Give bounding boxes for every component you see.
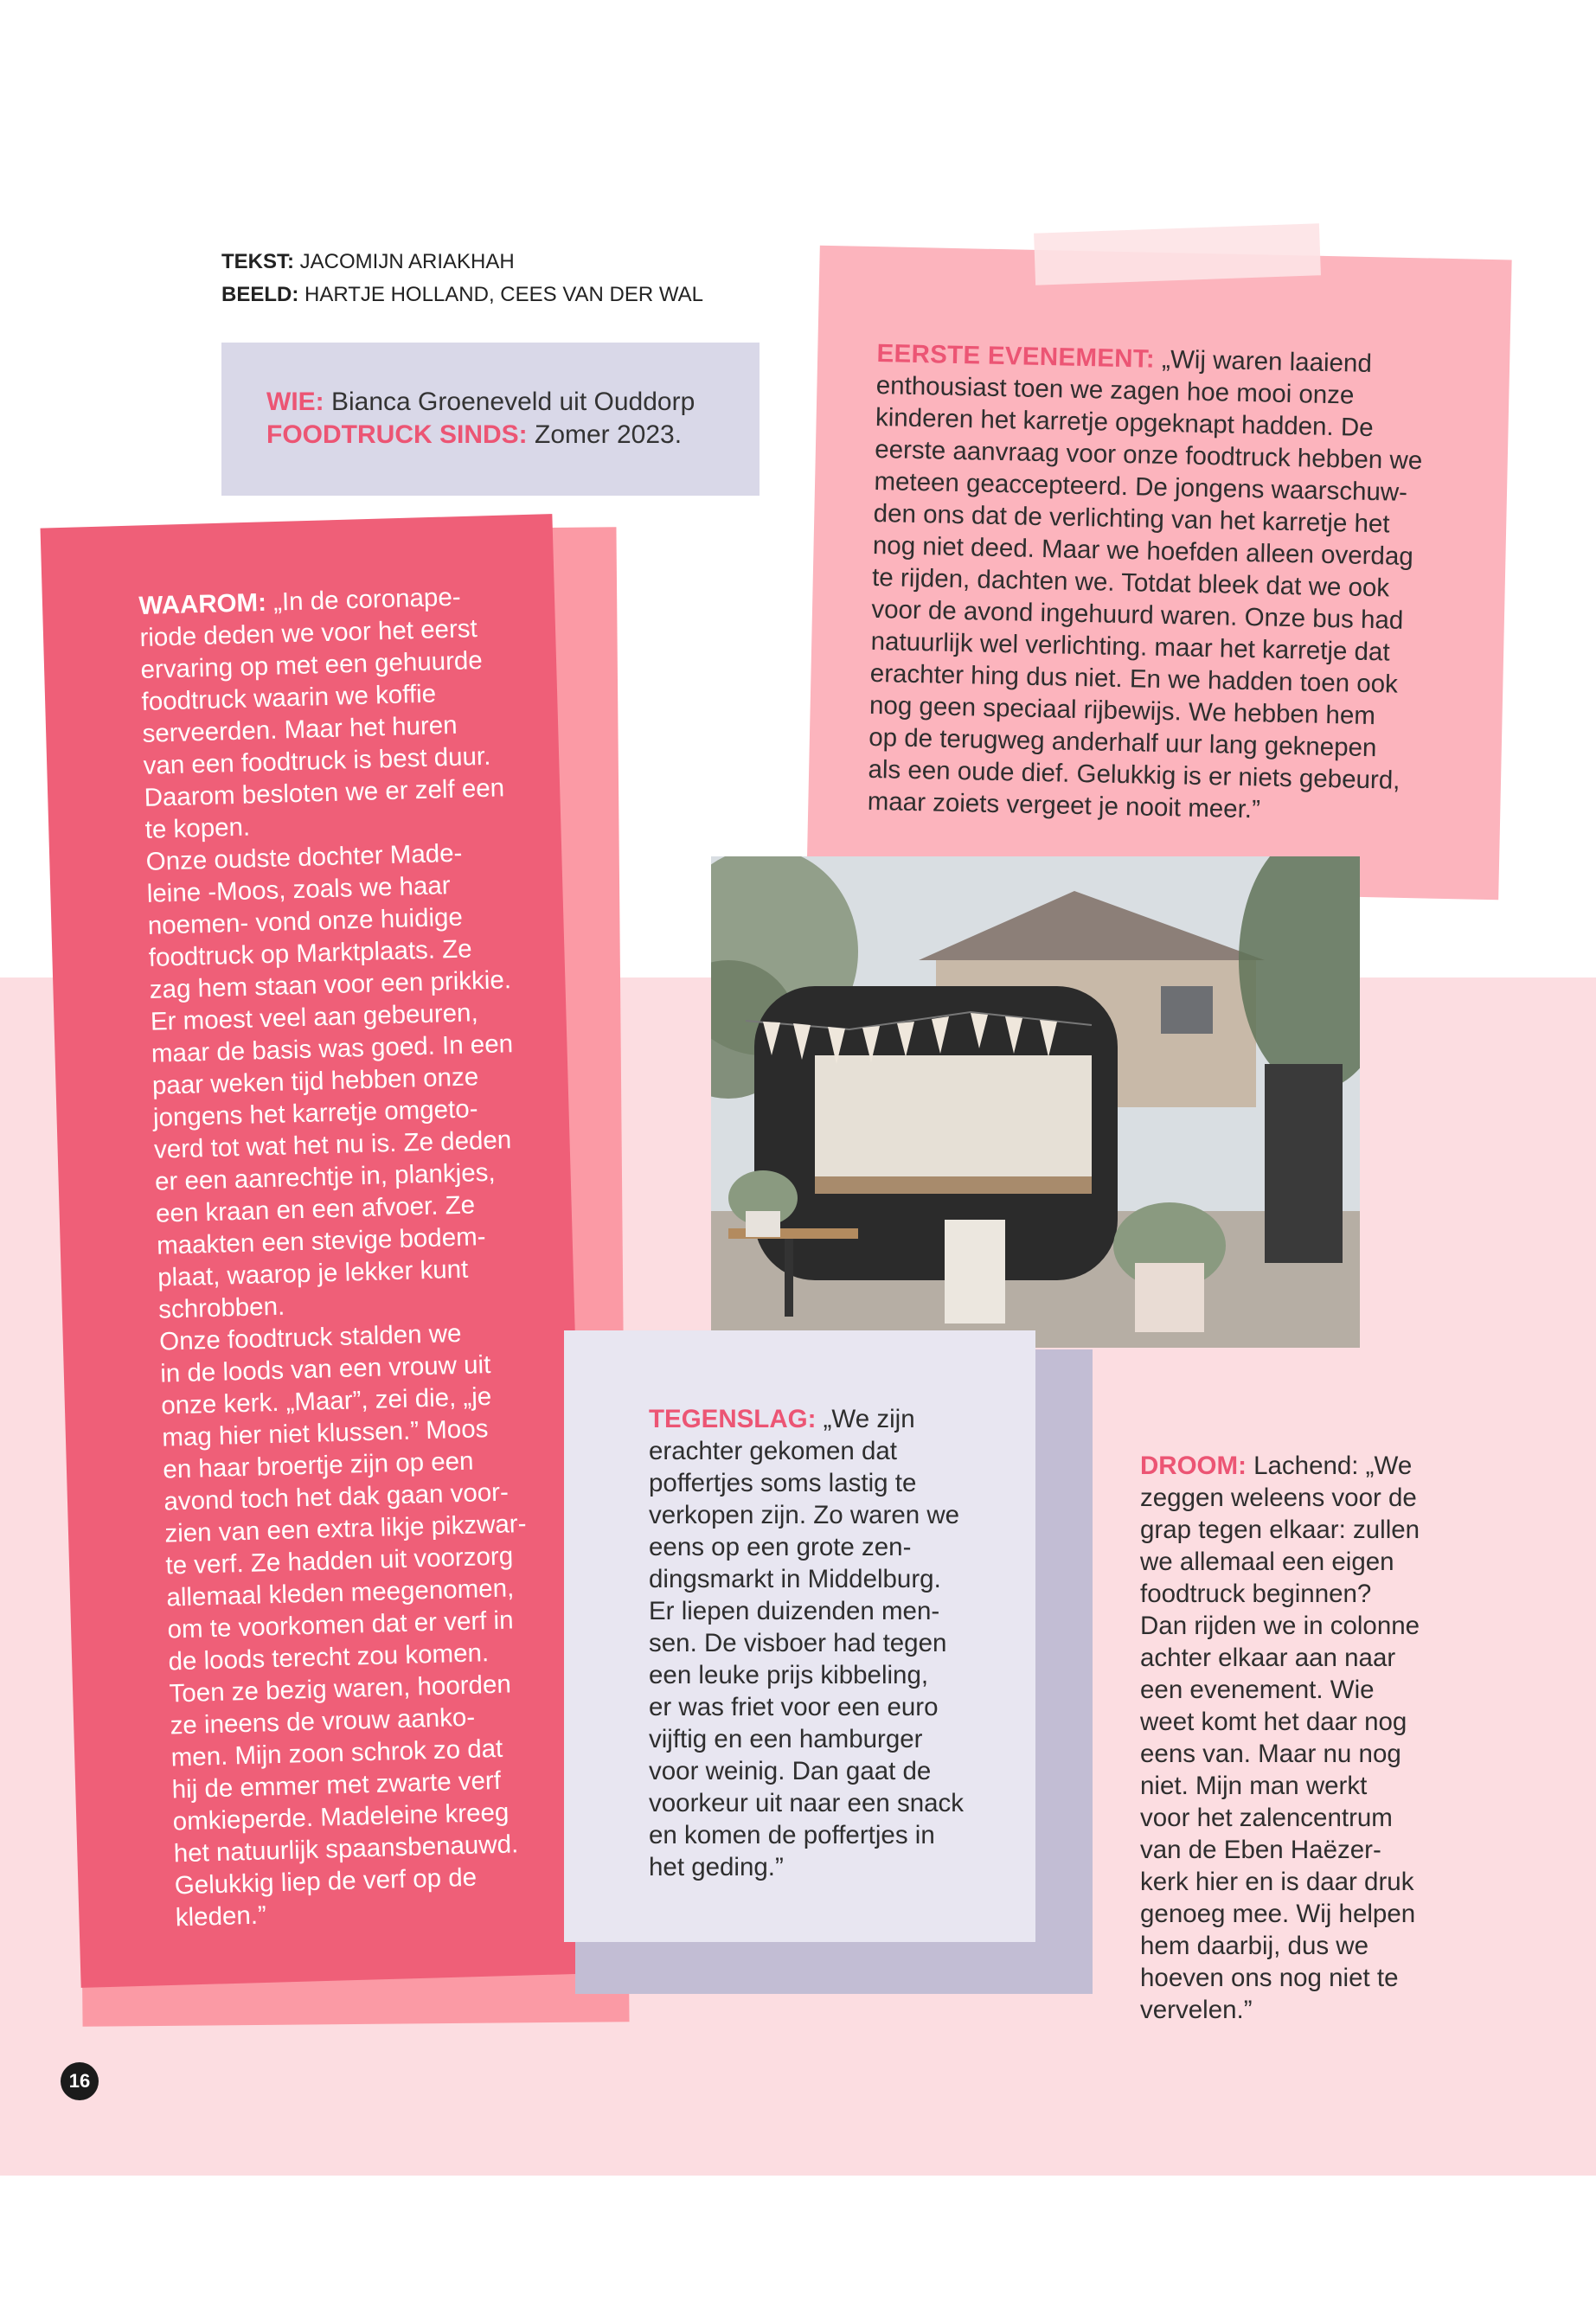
eerste-evenement-text (867, 337, 1447, 830)
text-line: Er moest veel aan gebeuren, (150, 998, 479, 1036)
text-line: zien van een extra likje pikzwar- (164, 1509, 527, 1548)
text-line: hij de emmer met zwarte verf (171, 1766, 502, 1804)
text-line: Daarom besloten we er zelf een (144, 773, 505, 812)
text-line: verkopen zijn. Zo waren we (649, 1501, 960, 1529)
text-line: men. Mijn zoon schrok zo dat (170, 1734, 503, 1772)
text-line: van de Eben Haëzer- (1140, 1836, 1381, 1864)
text-line: te rijden, dachten we. Totdat bleek dat we ook (871, 562, 1390, 603)
text-line: het geding.” (649, 1853, 784, 1881)
waarom-label: WAAROM: (138, 587, 267, 620)
text-line: hem daarbij, dus we (1140, 1932, 1369, 1960)
text-line: ervaring op met een gehuurde (140, 645, 484, 684)
tegenslag-label: TEGENSLAG: (649, 1405, 817, 1433)
text-line: eens van. Maar nu nog (1140, 1740, 1401, 1768)
info-box (221, 343, 760, 496)
text-line: kinderen het karretje opgeknapt hadden. De (875, 402, 1374, 443)
credit-text: TEKST: JACOMIJN ARIAKHAH (221, 250, 515, 273)
text-line: hoeven ons nog niet te (1140, 1964, 1399, 1992)
tegenslag-text (649, 1403, 977, 1883)
text-line: te verf. Ze hadden uit voorzorg (165, 1541, 514, 1580)
text-line: kleden.” (175, 1900, 267, 1932)
text-line: avond toch het dak gaan voor- (163, 1477, 510, 1516)
text-line: erachter gekomen dat (649, 1437, 897, 1465)
text-line: en haar broertje zijn op een (162, 1446, 474, 1484)
text-line: om te voorkomen dat er verf in (167, 1606, 514, 1644)
text-line: foodtruck op Marktplaats. Ze (148, 934, 473, 972)
text-line: Er liepen duizenden men- (649, 1597, 940, 1625)
text-line: een evenement. Wie (1140, 1676, 1375, 1704)
text-line: Toen ze bezig waren, hoorden (169, 1670, 512, 1708)
text-line: allemaal kleden meegenomen, (166, 1574, 515, 1612)
text-line: noemen- vond onze huidige (147, 902, 464, 940)
text-line: foodtruck waarin we koffie (141, 679, 437, 716)
text-line: riode deden we voor het eerst (139, 614, 478, 652)
text-line: dingsmarkt in Middelburg. (649, 1565, 941, 1593)
text-line: ze ineens de vrouw aanko- (170, 1702, 476, 1740)
text-line: eens op een grote zen- (649, 1533, 912, 1561)
text-line: foodtruck beginnen? (1140, 1580, 1372, 1608)
text-line: voor de avond ingehuurd waren. Onze bus had (871, 594, 1404, 635)
text-line: vijftig en een hamburger (649, 1725, 923, 1753)
text-line: nog niet deed. Maar we hoefden alleen overdag (872, 530, 1414, 572)
text-line: verd tot wat het nu is. Ze deden (153, 1125, 512, 1164)
text-line: jongens het karretje omgeto- (152, 1094, 478, 1132)
text-line: nog geen speciaal rijbewijs. We hebben hem (869, 690, 1376, 731)
text-line: Dan rijden we in colonne (1140, 1612, 1420, 1640)
text-line: als een oude dief. Gelukkig is er niets gebeurd, (868, 754, 1401, 795)
text-line: grap tegen elkaar: zullen (1140, 1516, 1420, 1544)
text-line: zeggen weleens voor de (1140, 1484, 1417, 1512)
text-line: te kopen. (144, 812, 251, 844)
text-line: voor het zalencentrum (1140, 1804, 1393, 1832)
text-line: weet komt het daar nog (1140, 1708, 1407, 1736)
sinds-label: FOODTRUCK SINDS: (266, 420, 528, 449)
text-line: vervelen.” (1140, 1996, 1253, 2024)
wie-value: Bianca Groeneveld uit Ouddorp (324, 388, 695, 416)
droom-label: DROOM: (1140, 1452, 1247, 1480)
sinds-value: Zomer 2023. (527, 420, 683, 449)
text-line: Onze oudste dochter Made- (145, 838, 463, 876)
text-line: DROOM: Lachend: „We (1140, 1452, 1413, 1480)
eerste-evenement-label: EERSTE EVENEMENT: (876, 338, 1156, 374)
text-line: eerste aanvraag voor onze foodtruck hebben we (874, 434, 1423, 476)
text-line: genoeg mee. Wij helpen (1140, 1900, 1416, 1928)
text-line: enthousiast toen we zagen hoe mooi onze (875, 370, 1355, 410)
info-text (266, 386, 695, 452)
text-line: achter elkaar aan naar (1140, 1644, 1396, 1672)
text-line: omkieperde. Madeleine kreeg (172, 1798, 510, 1836)
text-line: van een foodtruck is best duur. (143, 741, 491, 780)
text-line: onze kerk. „Maar”, zei die, „je (160, 1381, 492, 1420)
text-line: een kraan en een afvoer. Ze (155, 1190, 476, 1228)
text-line: voor weinig. Dan gaat de (649, 1757, 932, 1785)
text-line: de loods terecht zou komen. (168, 1638, 490, 1676)
text-line: voorkeur uit naar een snack (649, 1789, 965, 1817)
text-line: in de loods van een vrouw uit (159, 1349, 491, 1388)
text-line: erachter hing dus niet. En we hadden toen ook (869, 658, 1399, 699)
text-line: we allemaal een eigen (1140, 1548, 1394, 1576)
text-line: maakten een stevige bodem- (156, 1222, 486, 1260)
text-line: maar de basis was goed. In een (151, 1029, 514, 1068)
text-line: zag hem staan voor een prikkie. (149, 965, 512, 1004)
text-line: EERSTE EVENEMENT: „Wij waren laaiend (876, 338, 1373, 378)
credits (221, 246, 703, 311)
page-number: 16 (61, 2062, 99, 2100)
text-line: poffertjes soms lastig te (649, 1469, 917, 1497)
text-line: maar zoiets vergeet je nooit meer.” (867, 786, 1261, 824)
droom-text (1140, 1450, 1469, 2026)
text-line: plaat, waarop je lekker kunt (157, 1254, 469, 1292)
foodtruck-illustration (711, 856, 1360, 1348)
text-line: het natuurlijk spaansbenauwd. (173, 1830, 519, 1868)
text-line: Onze foodtruck stalden we (158, 1318, 462, 1356)
wie-label: WIE: (266, 388, 324, 416)
text-line: niet. Mijn man werkt (1140, 1772, 1368, 1800)
tape-decoration (1034, 223, 1321, 285)
text-line: op de terugweg anderhalf uur lang geknepen (868, 722, 1377, 763)
text-line: en komen de poffertjes in (649, 1821, 935, 1849)
text-line: leine -Moos, zoals we haar (146, 871, 452, 908)
text-line: WAAROM: „In de coronape- (138, 582, 461, 620)
text-line: den ons dat de verlichting van het karretje het (873, 498, 1390, 539)
text-line: een leuke prijs kibbeling, (649, 1661, 929, 1689)
text-line: paar weken tijd hebben onze (151, 1062, 479, 1100)
text-line: meteen geaccepteerd. De jongens waarschuw- (874, 466, 1408, 507)
waarom-text (138, 579, 582, 1934)
text-line: serveerden. Maar het huren (142, 710, 458, 748)
text-line: er was friet voor een euro (649, 1693, 939, 1721)
text-line: natuurlijk wel verlichting. maar het karretje dat (870, 626, 1390, 667)
text-line: sen. De visboer had tegen (649, 1629, 947, 1657)
text-line: TEGENSLAG: „We zijn (649, 1405, 915, 1433)
credit-image: BEELD: HARTJE HOLLAND, CEES VAN DER WAL (221, 283, 704, 306)
text-line: er een aanrechtje in, plankjes, (154, 1157, 497, 1196)
text-line: mag hier niet klussen.” Moos (161, 1414, 489, 1452)
text-line: Gelukkig liep de verf op de (174, 1862, 478, 1900)
text-line: schrobben. (157, 1292, 285, 1324)
foodtruck-photo (711, 856, 1360, 1348)
text-line: kerk hier en is daar druk (1140, 1868, 1414, 1896)
